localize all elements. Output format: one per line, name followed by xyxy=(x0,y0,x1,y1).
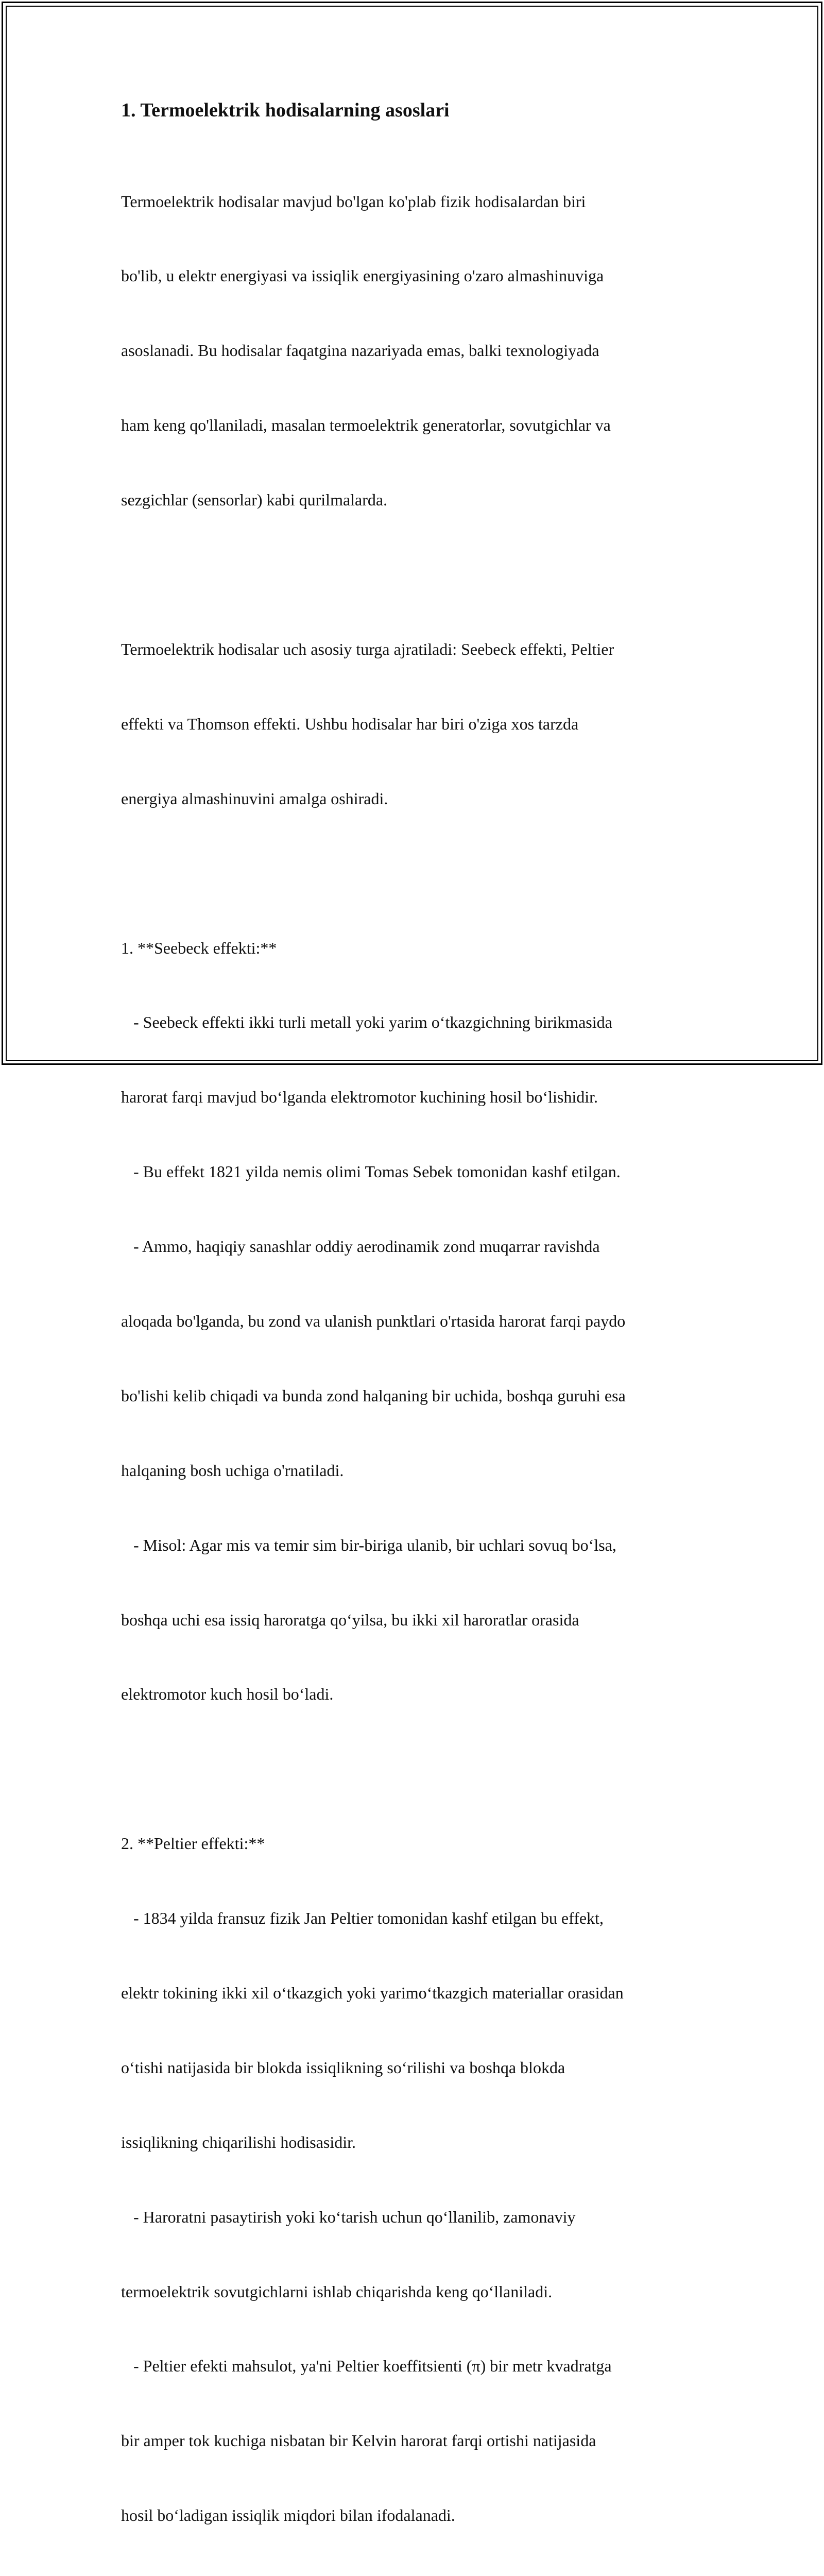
text-line: - Bu effekt 1821 yilda nemis olimi Tomas Sebek tomonidan kashf etilgan. xyxy=(121,1162,621,1181)
list-item-title: 2. **Peltier effekti:** xyxy=(121,1834,265,1853)
paragraph-gap xyxy=(121,1756,708,1781)
peltier-section xyxy=(121,1782,708,2576)
text-line: - Seebeck effekti ikki turli metall yoki yarim o‘tkazgichning birikmasida xyxy=(121,1013,612,1032)
text-line: Termoelektrik hodisalar uch asosiy turga ajratiladi: Seebeck effekti, Peltier xyxy=(121,639,614,658)
paragraph-gap xyxy=(121,861,708,886)
text-line: - Misol: Agar mis va temir sim bir-biriga ulanib, bir uchlari sovuq bo‘lsa, xyxy=(121,1535,616,1554)
text-line: energiya almashinuvini amalga oshiradi. xyxy=(121,789,388,808)
text-line: issiqlikning chiqarilishi hodisasidir. xyxy=(121,2132,356,2151)
text-line: elektr tokining ikki xil o‘tkazgich yoki yarimo‘tkazgich materiallar orasidan xyxy=(121,1983,624,2002)
list-item-title: 1. **Seebeck effekti:** xyxy=(121,938,277,957)
text-line: - Peltier efekti mahsulot, ya'ni Peltier koeffitsienti (π) bir metr kvadratga xyxy=(121,2357,612,2376)
text-line: termoelektrik sovutgichlarni ishlab chiqarishda keng qo‘llaniladi. xyxy=(121,2282,553,2301)
text-line: elektromotor kuch hosil bo‘ladi. xyxy=(121,1685,334,1704)
paragraph-gap xyxy=(121,562,708,587)
text-line: - 1834 yilda fransuz fizik Jan Peltier tomonidan kashf etilgan bu effekt, xyxy=(121,1909,604,1928)
text-line: bir amper tok kuchiga nisbatan bir Kelvin harorat farqi ortishi natijasida xyxy=(121,2431,596,2450)
text-line: boshqa uchi esa issiq haroratga qo‘yilsa, bu ikki xil haroratlar orasida xyxy=(121,1610,579,1629)
document-body xyxy=(121,96,708,2576)
text-line: effekti va Thomson effekti. Ushbu hodisalar har biri o'ziga xos tarzda xyxy=(121,714,579,733)
text-line: bo'lib, u elektr energiyasi va issiqlik energiyasining o'zaro almashinuviga xyxy=(121,266,604,285)
text-line: ham keng qo'llaniladi, masalan termoelektrik generatorlar, sovutgichlar va xyxy=(121,416,611,435)
intro-paragraph xyxy=(121,139,708,562)
types-paragraph xyxy=(121,587,708,860)
text-line: o‘tishi natijasida bir blokda issiqlikning so‘rilishi va boshqa blokda xyxy=(121,2058,565,2077)
text-line: hosil bo‘ladigan issiqlik miqdori bilan ifodalanadi. xyxy=(121,2506,455,2525)
text-line: Termoelektrik hodisalar mavjud bo'lgan ko'plab fizik hodisalardan biri xyxy=(121,192,586,211)
text-line: bo'lishi kelib chiqadi va bunda zond halqaning bir uchida, boshqa guruhi esa xyxy=(121,1386,626,1405)
text-line: harorat farqi mavjud bo‘lganda elektromotor kuchining hosil bo‘lishidir. xyxy=(121,1088,598,1107)
seebeck-section xyxy=(121,886,708,1756)
text-line: sezgichlar (sensorlar) kabi qurilmalarda. xyxy=(121,490,388,510)
text-line: halqaning bosh uchiga o'rnatiladi. xyxy=(121,1461,344,1480)
text-line: asoslanadi. Bu hodisalar faqatgina nazariyada emas, balki texnologiyada xyxy=(121,341,599,360)
text-line: aloqada bo'lganda, bu zond va ulanish punktlari o'rtasida harorat farqi paydo xyxy=(121,1311,626,1330)
text-line: - Ammo, haqiqiy sanashlar oddiy aerodinamik zond muqarrar ravishda xyxy=(121,1237,600,1256)
text-line: - Haroratni pasaytirish yoki ko‘tarish uchun qo‘llanilib, zamonaviy xyxy=(121,2207,576,2226)
section-heading: 1. Termoelektrik hodisalarning asoslari xyxy=(121,99,450,121)
